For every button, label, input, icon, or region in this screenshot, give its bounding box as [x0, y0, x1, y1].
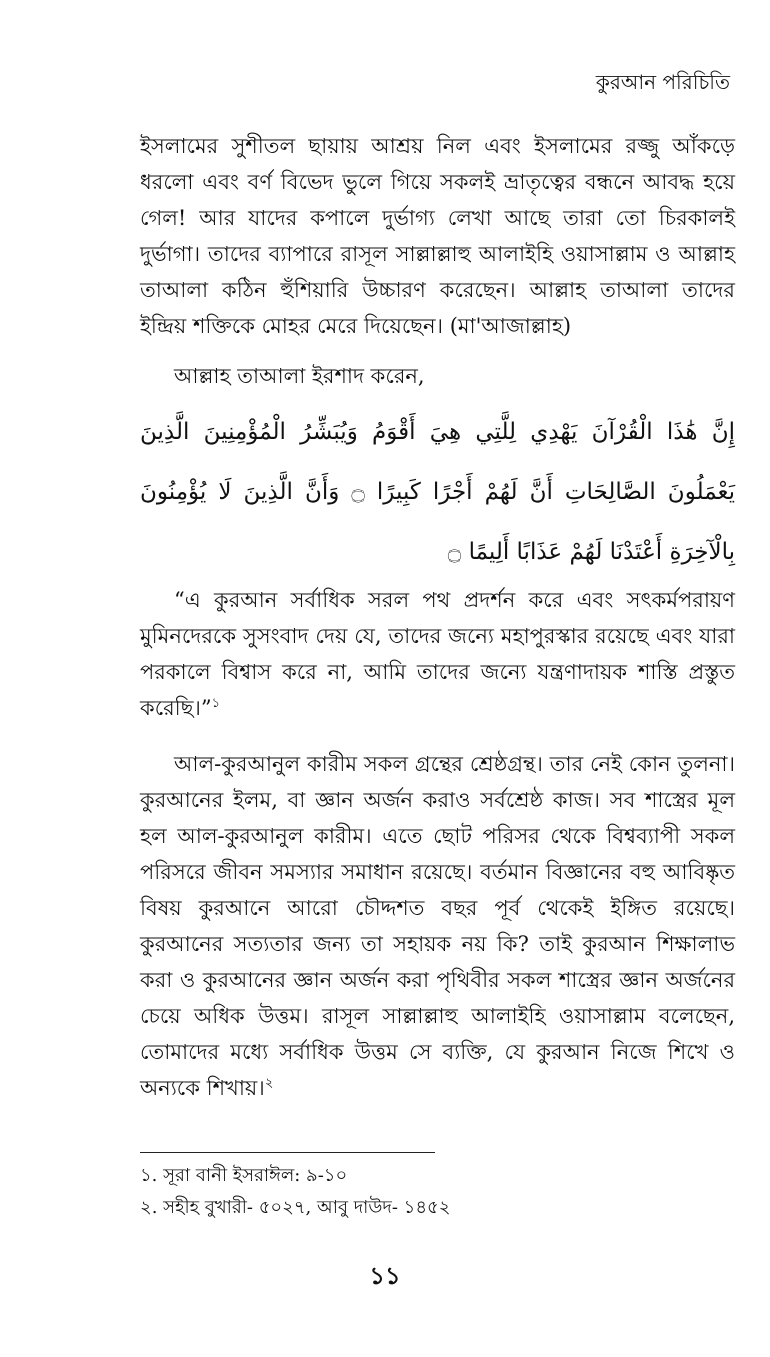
quote-intro: আল্লাহ তাআলা ইরশাদ করেন,	[174, 364, 425, 388]
page-number: ১১	[369, 1261, 401, 1290]
arabic-verse: إِنَّ هَٰذَا الْقُرْآنَ يَهْدِي لِلَّتِي هِيَ أَقْوَمُ وَيُبَشِّرُ الْمُؤْمِنِينَ الَّذِينَ يَعْمَلُونَ الصَّالِحَاتِ أَنَّ لَهُمْ أَجْرًا كَبِيرًا ۝ وَأَنَّ الَّذِينَ لَا يُؤْمِنُونَ بِالْآخِرَةِ أَعْتَدْنَا لَهُمْ عَذَابًا أَلِيمًا ۝	[140, 419, 735, 565]
paragraph-2	[140, 358, 735, 394]
paragraph-4	[140, 746, 735, 1106]
footnote-divider	[140, 1152, 435, 1153]
footnote-2: ২. সহীহ বুখারী- ৫০২৭, আবু দাউদ- ১৪৫২	[140, 1197, 451, 1218]
paragraph-3	[140, 582, 735, 726]
paragraph-1: ইসলামের সুশীতল ছায়ায় আশ্রয় নিল এবং ইসলামের রজ্জু আঁকড়ে ধরলো এবং বর্ণ বিভেদ ভুলে গিয়ে সকলই ভ্রাতৃত্বের বন্ধনে আবদ্ধ হয়ে গেল! আর যাদের কপালে দুর্ভাগ্য লেখা আছে তারা তো চিরকালই দুর্ভাগা। তাদের ব্যাপারে রাসূল সাল্লাল্লাহু আলাইহি ওয়াসাল্লাম ও আল্লাহ তাআলা কঠিন হুঁশিয়ারি উচ্চারণ করেছেন। আল্লাহ তাআলা তাদের ইন্দ্রিয় শক্তিকে মোহর মেরে দিয়েছেন। (মা'আজাল্লাহ)	[140, 134, 735, 338]
footnotes	[140, 1160, 735, 1224]
footnote-ref-2: ২	[264, 1076, 274, 1091]
paragraph-4-text: আল-কুরআনুল কারীম সকল গ্রন্থের শ্রেষ্ঠগ্রন্থ। তার নেই কোন তুলনা। কুরআনের ইলম, বা জ্ঞান অর্জন করাও সর্বশ্রেষ্ঠ কাজ। সব শাস্ত্রের মূল হল আল-কুরআনুল কারীম। এতে ছোট পরিসর থেকে বিশ্বব্যাপী সকল পরিসরে জীবন সমস্যার সমাধান রয়েছে। বর্তমান বিজ্ঞানের বহু আবিষ্কৃত বিষয় কুরআনে আরো চৌদ্দশত বছর পূর্ব থেকেই ইঙ্গিত রয়েছে। কুরআনের সত্যতার জন্য তা সহায়ক নয় কি? তাই কুরআন শিক্ষালাভ করা ও কুরআনের জ্ঞান অর্জন করা পৃথিবীর সকল শাস্ত্রের জ্ঞান অর্জনের চেয়ে অধিক উত্তম। রাসূল সাল্লাল্লাহু আলাইহি ওয়াসাল্লাম বলেছেন, তোমাদের মধ্যে সর্বাধিক উত্তম সে ব্যক্তি, যে কুরআন নিজে শিখে ও অন্যকে শিখায়।	[140, 752, 735, 1100]
footnote-1: ১. সূরা বানী ইসরাঈল: ৯-১০	[140, 1165, 348, 1186]
verse-translation: “এ কুরআন সর্বাধিক সরল পথ প্রদর্শন করে এবং সৎকর্মপরায়ণ মুমিনদেরকে সুসংবাদ দেয় যে, তাদের জন্যে মহাপুরস্কার রয়েছে এবং যারা পরকালে বিশ্বাস করে না, আমি তাদের জন্যে যন্ত্রণাদায়ক শাস্তি প্রস্তুত করেছি।”	[140, 588, 735, 720]
footnote-ref-1: ১	[211, 696, 221, 711]
running-header: কুরআন পরিচিতি	[595, 70, 730, 94]
